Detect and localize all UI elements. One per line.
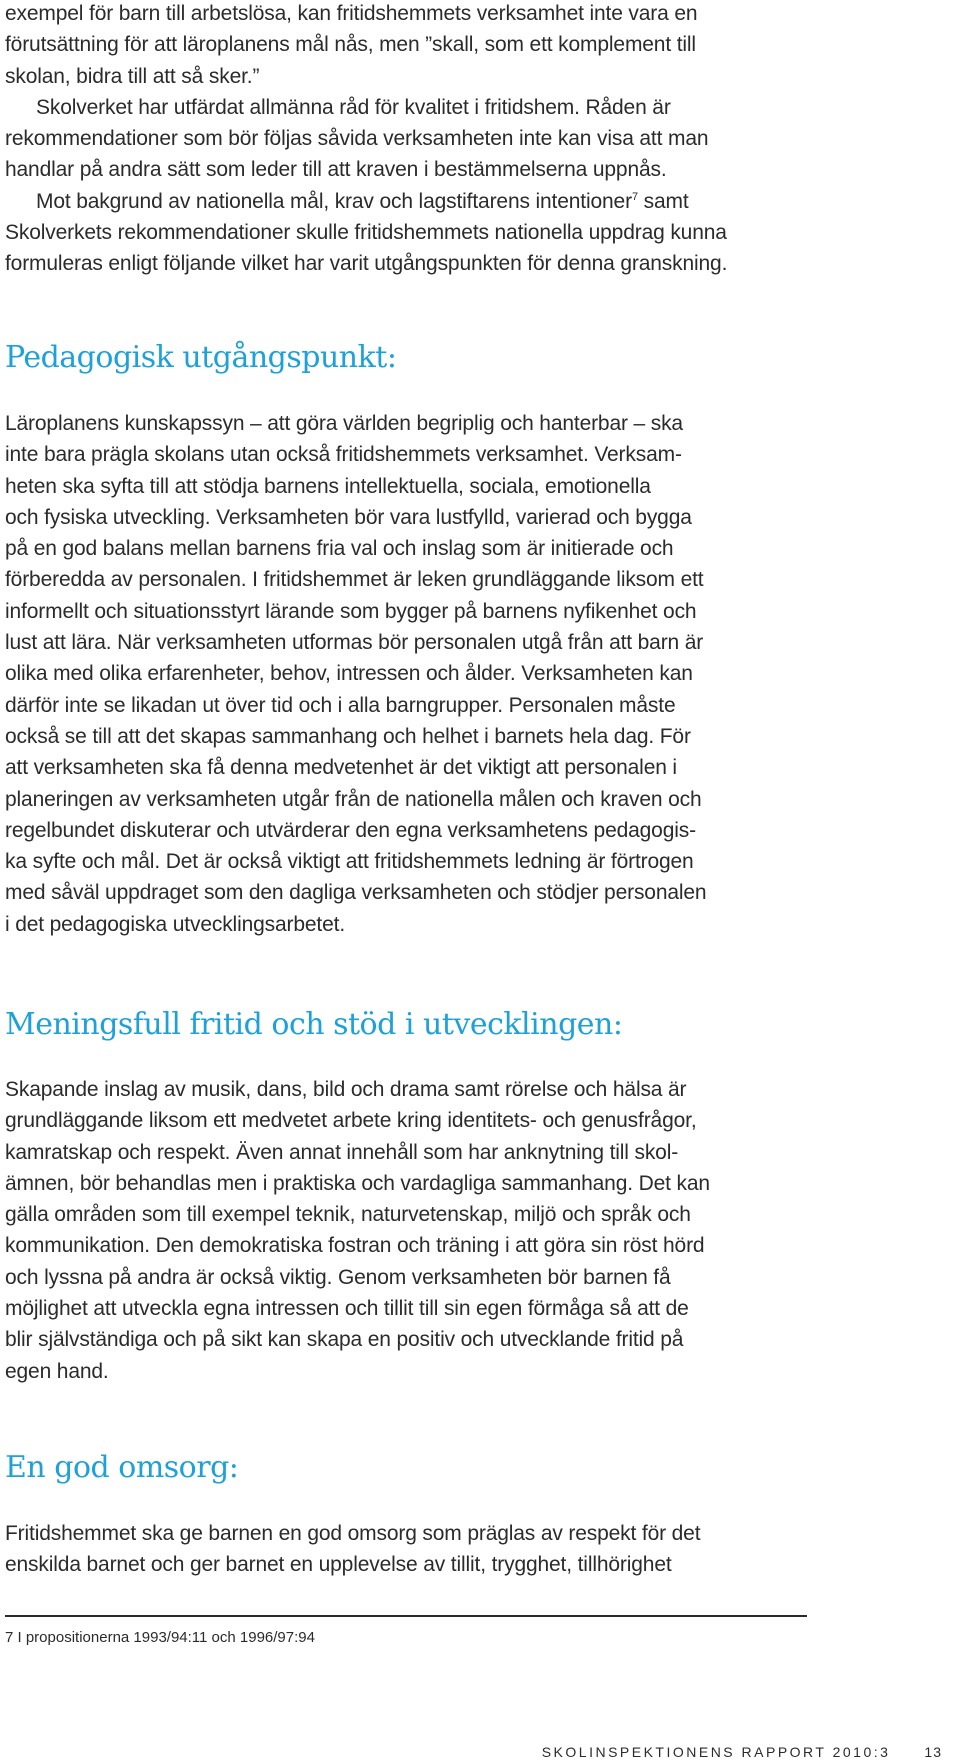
section-heading-meningsfull-fritid: Meningsfull fritid och stöd i utvecklingen: xyxy=(5,1007,623,1042)
page-number: 13 xyxy=(924,1744,942,1760)
text-line: Skapande inslag av musik, dans, bild och drama samt rörelse och hälsa är xyxy=(5,1078,687,1101)
text-line: på en god balans mellan barnens fria val och inslag som är initierade och xyxy=(5,537,674,561)
intro-paragraph-2 xyxy=(5,92,935,186)
footnote-reference: 7 xyxy=(631,190,638,203)
intro-paragraph-1 xyxy=(5,0,935,92)
section-heading-pedagogisk: Pedagogisk utgångspunkt: xyxy=(5,340,397,375)
footnote: 7 I propositionerna 1993/94:11 och 1996/97:94 xyxy=(5,1629,315,1646)
text-line xyxy=(5,186,935,217)
text-line: förberedda av personalen. I fritidshemmet är leken grundläggande liksom ett xyxy=(5,568,704,592)
text-line: kamratskap och respekt. Även annat innehåll som har anknytning till skol- xyxy=(5,1140,679,1164)
text-line: möjlighet att utveckla egna intressen och tillit till sin egen förmåga så att de xyxy=(5,1297,689,1321)
section-heading-god-omsorg: En god omsorg: xyxy=(5,1450,239,1485)
text-span: Mot bakgrund av nationella mål, krav och lagstiftarens intentioner xyxy=(36,189,632,213)
text-line: också se till att det skapas sammanhang och helhet i barnets hela dag. För xyxy=(5,724,691,748)
section-3-paragraph xyxy=(5,1518,935,1581)
text-line: lust att lära. När verksamheten utformas bör personalen utgå från att barn är xyxy=(5,631,704,655)
text-line: informellt och situationsstyrt lärande som bygger på barnens nyfikenhet och xyxy=(5,599,697,623)
text-line: handlar på andra sätt som leder till att kraven i bestämmelserna uppnås. xyxy=(5,158,667,182)
publication-title: SKOLINSPEKTIONENS RAPPORT 2010:3 xyxy=(541,1744,891,1760)
text-line: grundläggande liksom ett medvetet arbete kring identitets- och genusfrågor, xyxy=(5,1109,697,1133)
section-2-paragraph xyxy=(5,1074,935,1387)
section-2-body xyxy=(5,1074,935,1387)
page-footer xyxy=(542,1744,942,1760)
text-line: rekommendationer som bör följas såvida verksamheten inte kan visa att man xyxy=(5,127,709,151)
section-3-body xyxy=(5,1518,935,1581)
section-1-paragraph xyxy=(5,408,935,940)
text-line: olika med olika erfarenheter, behov, intressen och ålder. Verksamheten kan xyxy=(5,662,693,686)
text-line: Skolverkets rekommendationer skulle fritidshemmets nationella uppdrag kunna xyxy=(5,221,727,245)
text-line: heten ska syfta till att stödja barnens intellektuella, sociala, emotionella xyxy=(5,474,651,498)
text-line: egen hand. xyxy=(5,1359,109,1383)
text-line: gälla områden som till exempel teknik, naturvetenskap, miljö och språk och xyxy=(5,1203,691,1227)
text-line: skolan, bidra till att så sker.” xyxy=(5,64,260,88)
intro-block xyxy=(5,0,935,280)
text-span: samt xyxy=(637,189,689,213)
text-line: kommunikation. Den demokratiska fostran och träning i att göra sin röst hörd xyxy=(5,1234,705,1258)
text-line: formuleras enligt följande vilket har varit utgångspunkten för denna granskning. xyxy=(5,252,728,276)
text-line: med såväl uppdraget som den dagliga verksamheten och stödjer personalen xyxy=(5,881,707,905)
text-line: därför inte se likadan ut över tid och i alla barngrupper. Personalen måste xyxy=(5,693,676,717)
text-line: att verksamheten ska få denna medvetenhet är det viktigt att personalen i xyxy=(5,756,677,780)
text-line: i det pedagogiska utvecklingsarbetet. xyxy=(5,912,346,936)
text-line: förutsättning för att läroplanens mål nås, men ”skall, som ett komplement till xyxy=(5,33,696,57)
text-line: planeringen av verksamheten utgår från de nationella målen och kraven och xyxy=(5,787,702,811)
text-line: enskilda barnet och ger barnet en upplevelse av tillit, trygghet, tillhörighet xyxy=(5,1553,672,1577)
text-line: ka syfte och mål. Det är också viktigt att fritidshemmets ledning är förtrogen xyxy=(5,850,694,874)
text-line: Fritidshemmet ska ge barnen en god omsorg som präglas av respekt för det xyxy=(5,1522,701,1545)
text-line: och fysiska utveckling. Verksamheten bör vara lustfylld, varierad och bygga xyxy=(5,505,692,529)
text-line: Skolverket har utfärdat allmänna råd för kvalitet i fritidshem. Råden är xyxy=(36,95,671,119)
text-line: regelbundet diskuterar och utvärderar den egna verksamhetens pedagogis- xyxy=(5,818,696,842)
intro-paragraph-3 xyxy=(5,186,935,280)
text-line: blir självständiga och på sikt kan skapa en positiv och utvecklande fritid på xyxy=(5,1328,684,1352)
footnote-divider xyxy=(5,1615,807,1617)
section-1-body xyxy=(5,408,935,940)
text-line: exempel för barn till arbetslösa, kan fritidshemmets verksamhet inte vara en xyxy=(5,2,698,25)
text-line: Läroplanens kunskapssyn – att göra världen begriplig och hanterbar – ska xyxy=(5,412,683,435)
text-line: inte bara prägla skolans utan också fritidshemmets verksamhet. Verksam- xyxy=(5,443,682,467)
text-line: och lyssna på andra är också viktig. Genom verksamheten bör barnen få xyxy=(5,1265,671,1289)
text-line: ämnen, bör behandlas men i praktiska och vardagliga sammanhang. Det kan xyxy=(5,1171,710,1195)
